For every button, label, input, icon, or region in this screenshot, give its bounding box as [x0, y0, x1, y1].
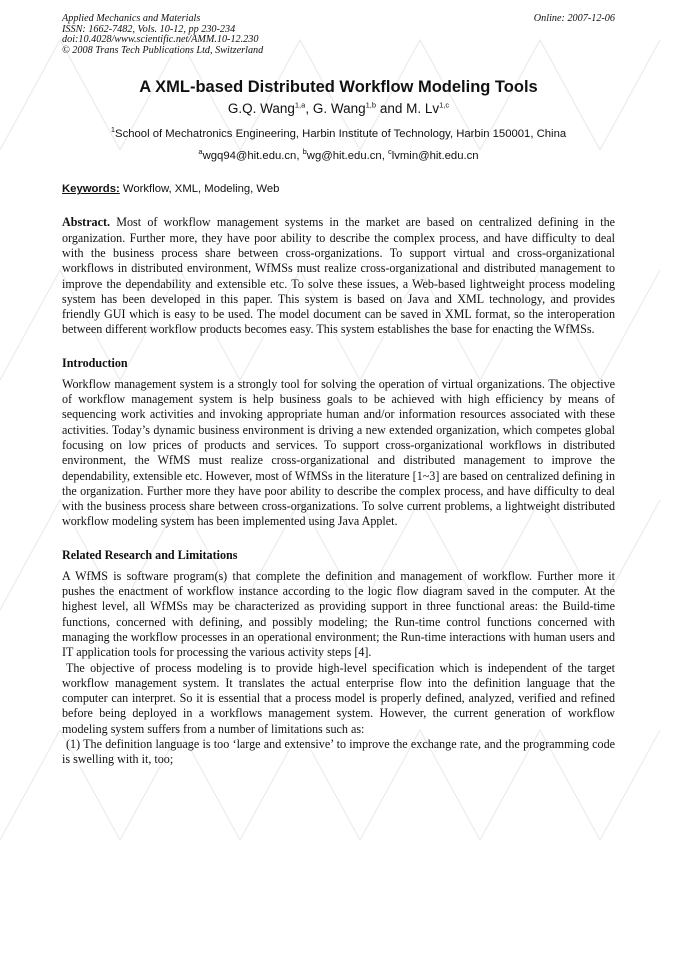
online-date: Online: 2007-12-06 [533, 13, 615, 24]
author-name: G. Wang [312, 101, 366, 117]
email-address: lvmin@hit.edu.cn [391, 150, 479, 163]
introduction-paragraph: Workflow management system is a strongly tool for solving the operation of virtual organizations. The objective of workflow management system is help business goals to be achieved with high efficiency by means of sequencing work activities and invoking appropriate human and/or information resources associated with these activities. Today’s dynamic business environment is driving a new extended organization, which competes global focusing on low prices of products and services. To support cross-organizational workflows in distributed environment, the WfMS must realize cross-organizational and distributed management to improve the dependability, extensible etc. However, most of WfMSs in the literature [1~3] are based on centralized defining in the organization. Further more they have poor ability to describe the complex process, and have difficulty to deal with the business process share between cross-organizations. To solve current problems, a lightweight distributed workflow modeling system has been implemented using Java Applet. [62, 376, 615, 529]
issn-line: ISSN: 1662-7482, Vols. 10-12, pp 230-234 [62, 23, 236, 35]
keywords-text: Workflow, XML, Modeling, Web [119, 183, 280, 196]
affiliation [62, 127, 615, 141]
affiliation-mark: 1 [110, 125, 116, 135]
abstract-text: Most of workflow management systems in the market are based on centralized defining in the organization. Further more, they have poor ability to describe the complex process, and have difficulty to deal with the business process share between cross-organizations. To support virtual and cross-organizational workflows in distributed environment, WfMSs must realize cross-organizational and distributed management to improve the dependability and extensible etc. To solve these issues, a Web-based lightweight process modeling system has been developed in this paper. This system is based on Java and XML technology, and provides friendly GUI which is easy to be used. The model document can be saved in XML format, so the interoperation between different workflow products becomes easy. This system establishes the base for enacting the WfMSs. [62, 215, 615, 337]
email-separator: , [296, 150, 303, 163]
section-heading-introduction: Introduction [62, 355, 128, 370]
email-address: wgq94@hit.edu.cn [202, 150, 297, 163]
author-separator: and [376, 101, 407, 117]
email-mark: b [302, 147, 307, 157]
keywords [62, 182, 615, 196]
journal-header [62, 14, 615, 56]
doi-line: doi:10.4028/www.scientific.net/AMM.10-12.230 [62, 34, 259, 46]
abstract [62, 215, 615, 337]
author-name: G.Q. Wang [227, 101, 295, 117]
journal-name: Applied Mechanics and Materials [62, 13, 201, 24]
keywords-label: Keywords: [62, 183, 120, 196]
related-research-paragraph: (1) The definition language is too ‘large and extensive’ to improve the exchange rate, and the programming code is swelling with it, too; [62, 736, 615, 767]
author-name: M. Lv [406, 101, 440, 117]
email-address: wg@hit.edu.cn [306, 150, 382, 163]
related-research-paragraph: The objective of process modeling is to provide high-level specification which is independent of the target workflow management system. It translates the actual enterprise flow into the definition language that the computer can interpret. So it is essential that a process model is properly defined, analyzed, verified and refined before being deployed in a workflows management system. However, the current generation of workflow modeling system suffers from a number of limitations such as: [62, 660, 615, 736]
paper-page [62, 14, 615, 768]
author-affil-mark: 1,a [294, 100, 306, 110]
email-mark: a [198, 147, 203, 157]
email-list [62, 149, 615, 163]
related-research-paragraph: A WfMS is software program(s) that complete the definition and management of workflow. Further more it pushes the enactment of workflow instance according to the logic flow diagram saved in the computer. At the highest level, all WfMSs may be characterized as providing support in three functional areas: the Build-time functions, concerned with defining, and possibly modeling; the Run-time control functions concerned with managing the workflow processes in an operational environment; the Run-time interactions with human users and IT application tools for processing the various activity steps [4]. [62, 568, 615, 660]
section-heading-related-research: Related Research and Limitations [62, 547, 238, 562]
email-separator: , [381, 150, 388, 163]
author-list [62, 100, 615, 118]
email-mark: c [387, 147, 392, 157]
author-separator: , [305, 101, 313, 117]
author-affil-mark: 1,c [439, 100, 450, 110]
paper-title: A XML-based Distributed Workflow Modeling Tools [139, 78, 538, 97]
copyright-line: © 2008 Trans Tech Publications Ltd, Switzerland [62, 44, 264, 56]
abstract-label: Abstract. [62, 215, 111, 230]
author-affil-mark: 1,b [365, 100, 377, 110]
affiliation-text: School of Mechatronics Engineering, Harbin Institute of Technology, Harbin 150001, China [115, 128, 567, 141]
